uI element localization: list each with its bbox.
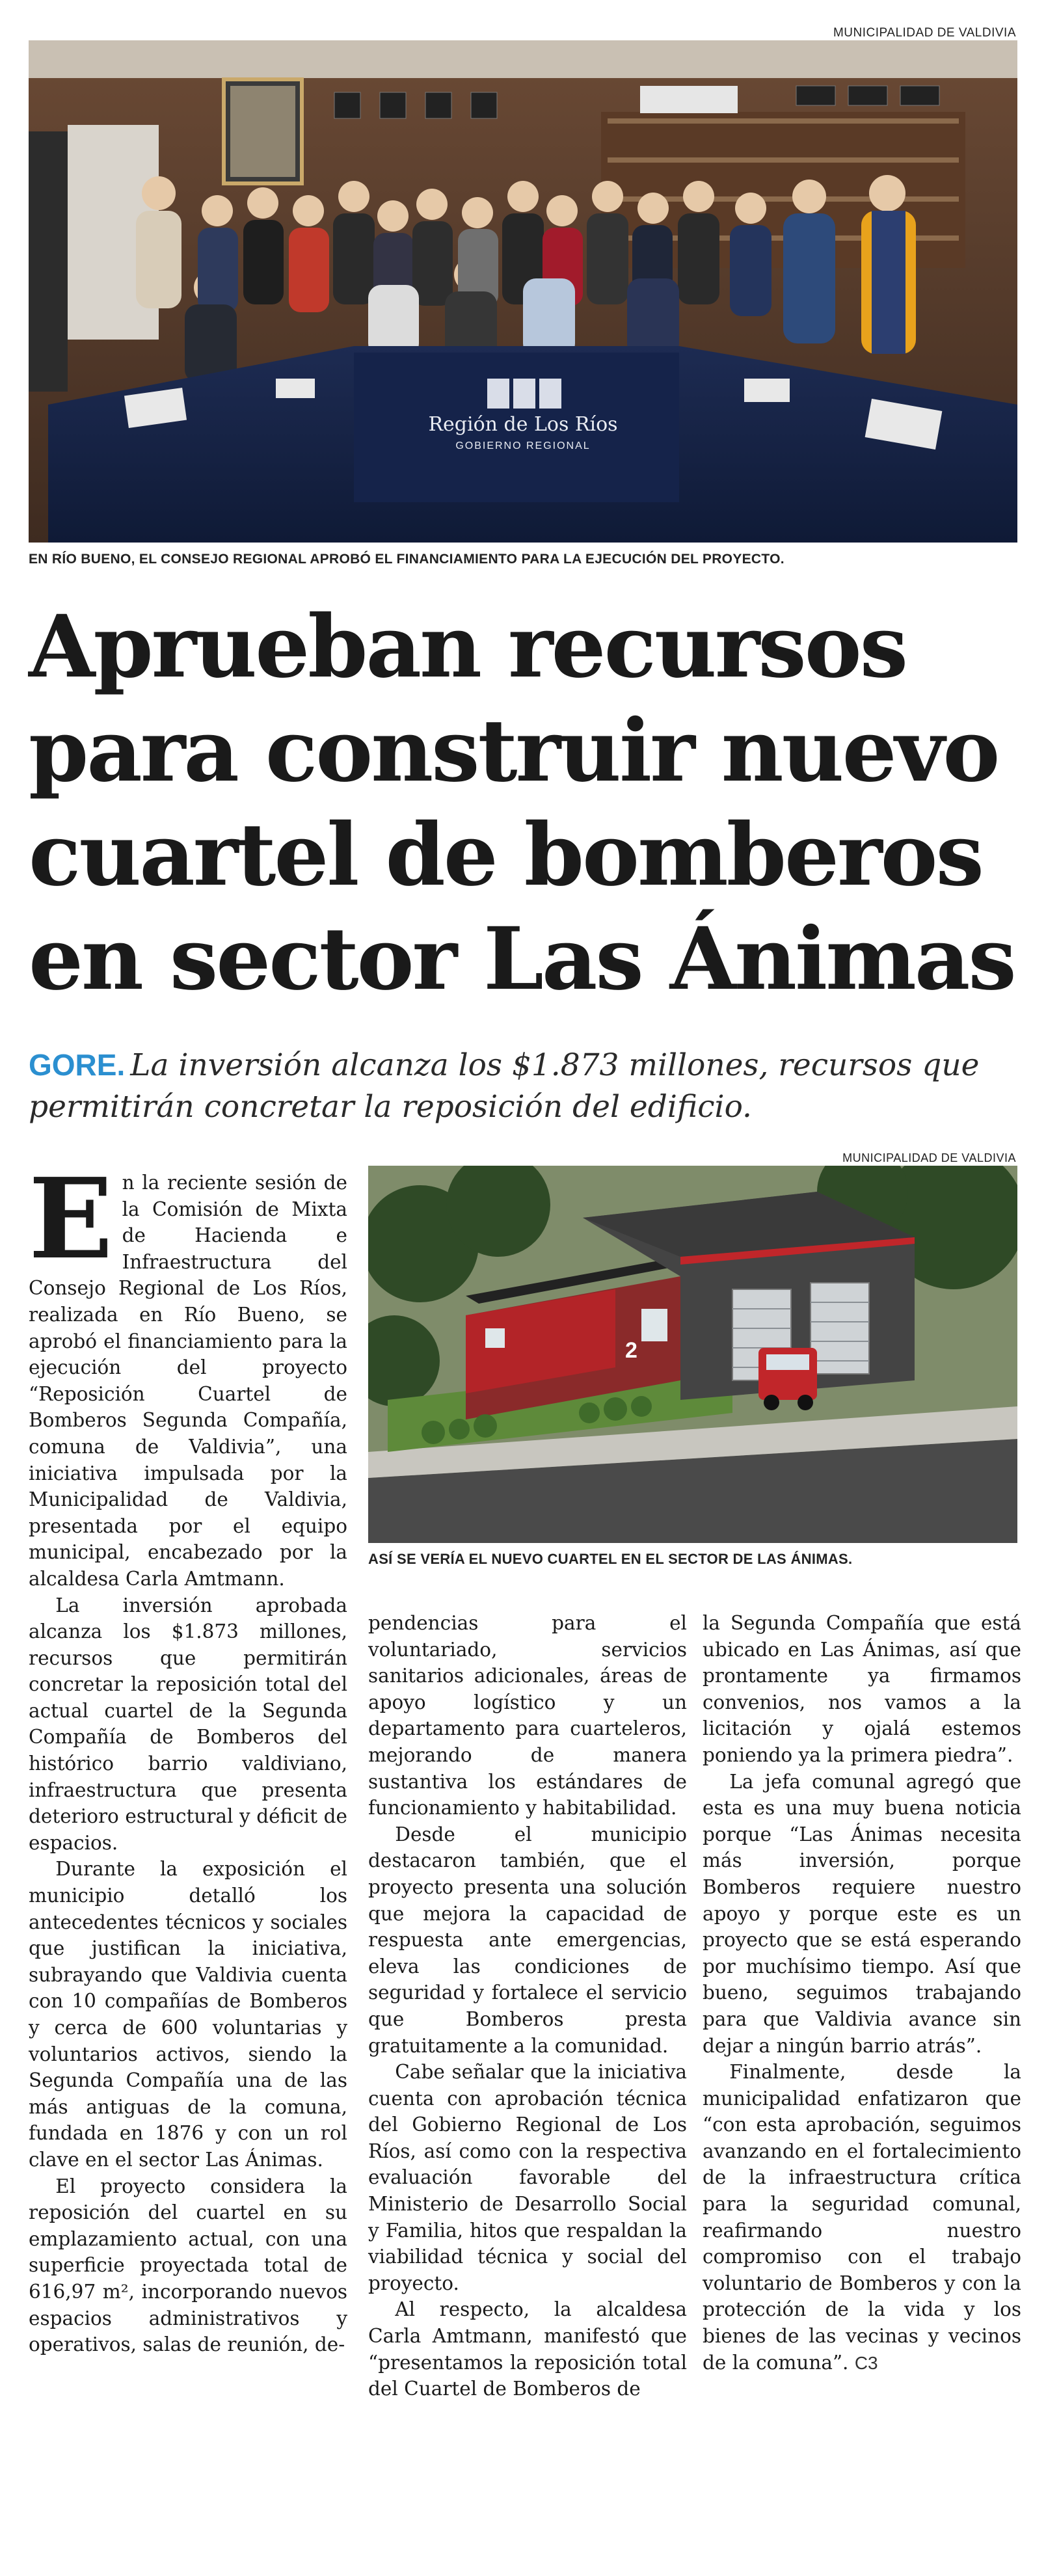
headline-line-1: Aprueban recursos bbox=[29, 597, 907, 697]
fire-station-illustration bbox=[368, 1166, 1017, 1543]
section-kicker: GORE. bbox=[29, 1048, 126, 1082]
headline bbox=[29, 595, 1017, 1012]
paragraph: Desde el municipio destacaron también, que el proyecto presenta una solución que mejora la capacidad de respuesta ante emergencias, eleva las condiciones de seguridad y fortalece el servicio que Bomberos presta gratuitamente a la comunidad. bbox=[368, 1823, 687, 2057]
article-column-2 bbox=[368, 1610, 687, 2402]
article-column-1 bbox=[29, 1154, 347, 2358]
paragraph: Al respecto, la alcaldesa Carla Amtmann, manifestó que “presentamos la reposición total del Cuartel de Bomberos de bbox=[368, 2298, 687, 2400]
end-mark: C3 bbox=[854, 2352, 878, 2373]
subheadline bbox=[29, 1044, 1017, 1128]
render-caption: ASÍ SE VERÍA EL NUEVO CUARTEL EN EL SECTOR DE LAS ÁNIMAS. bbox=[368, 1551, 853, 1567]
headline-line-4: en sector Las Ánimas bbox=[29, 909, 1015, 1010]
headline-line-2: para construir nuevo bbox=[29, 701, 999, 801]
paragraph: la Segunda Compañía que está ubicado en Las Ánimas, así que prontamente ya firmamos convenios, nos vamos a la licitación y ojalá estemos poniendo ya la primera piedra”. bbox=[703, 1612, 1021, 1766]
photo-credit-top: MUNICIPALIDAD DE VALDIVIA bbox=[833, 26, 1016, 40]
gore-logo bbox=[487, 379, 561, 409]
fire-station-render bbox=[368, 1166, 1017, 1543]
drop-cap: E bbox=[29, 1154, 113, 1284]
banner-text-gobierno: GOBIERNO REGIONAL bbox=[455, 440, 591, 451]
paragraph bbox=[703, 2059, 1021, 2376]
paragraph: pendencias para el voluntariado, servicios sanitarios adicionales, áreas de apoyo logístico y un departamento para cuarteleros, mejorando de manera sustantiva los estándares de funcionamiento y habitabilidad. bbox=[368, 1612, 687, 1819]
paragraph: Durante la exposición el municipio detalló los antecedentes técnicos y sociales que justifican la iniciativa, subrayando que Valdivia cuenta con 10 compañías de Bomberos y cerca de 600 voluntarias y voluntarios activos, siendo la Segunda Compañía una de las más antiguas de la comuna, fundada en 1876 y con un rol clave en el sector Las Ánimas. bbox=[29, 1858, 347, 2171]
subheadline-text: La inversión alcanza los $1.873 millones, recursos que permitirán concretar la reposición del edificio. bbox=[29, 1047, 980, 1125]
paragraph: Cabe señalar que la iniciativa cuenta con aprobación técnica del Gobierno Regional de Los Ríos, así como con la respectiva evaluación favorable del Ministerio de Desarrollo Social y Familia, hitos que respaldan la viabilidad técnica y social del proyecto. bbox=[368, 2061, 687, 2294]
paragraph: La inversión aprobada alcanza los $1.873 millones, recursos que permitirán concretar la reposición total del actual cuartel de la Segunda Compañía de Bomberos del histórico barrio valdiviano, infraestructura que presenta deterioro estructural y déficit de espacios. bbox=[29, 1594, 347, 1854]
photo-credit-render: MUNICIPALIDAD DE VALDIVIA bbox=[842, 1151, 1016, 1164]
paragraph-text: Finalmente, desde la municipalidad enfatizaron que “con esta aprobación, seguimos avanzando en el fortalecimiento de la infraestructura crítica para la seguridad comunal, reafirmando nuestro compromiso con el trabajo voluntario de Bomberos y con la protección de la vida y los bienes de las vecinas y vecinos de la comuna”. bbox=[703, 2061, 1021, 2374]
paragraph: El proyecto considera la reposición del cuartel en su emplazamiento actual, con una superficie proyectada total de 616,97 m², incorporando nuevos espacios administrativos y operativos, salas de reunión, de- bbox=[29, 2175, 347, 2356]
article-column-3 bbox=[703, 1610, 1021, 2376]
council-meeting-photo bbox=[29, 40, 1017, 543]
paragraph: n la reciente sesión de la Comisión de Mixta de Hacienda e Infraestructura del Consejo Regional de Los Ríos, realizada en Río Bueno, se aprobó el financiamiento para la ejecución del proyecto “Reposición Cuartel de Bomberos Segunda Compañía, comuna de Valdivia”, una iniciativa impulsada por la Municipalidad de Valdivia, presentada por el equipo municipal, encabezado por la alcaldesa Carla Amtmann. bbox=[29, 1172, 347, 1590]
banner-text-region: Región de Los Ríos bbox=[428, 413, 618, 436]
paragraph: La jefa comunal agregó que esta es una muy buena noticia porque “Las Ánimas necesita más inversión, porque Bomberos requiere nuestro apoyo y porque este es un proyecto que se está esperando por muchísimo tiempo. Así que bueno, seguimos trabajando para que Valdivia avance sin dejar a ningún barrio atrás”. bbox=[703, 1770, 1021, 2057]
station-number: 2 bbox=[625, 1338, 637, 1363]
headline-line-3: cuartel de bomberos bbox=[29, 805, 982, 906]
top-photo-caption: EN RÍO BUENO, EL CONSEJO REGIONAL APROBÓ EL FINANCIAMIENTO PARA LA EJECUCIÓN DEL PROYECTO. bbox=[29, 552, 784, 567]
council-meeting-illustration bbox=[29, 40, 1017, 543]
